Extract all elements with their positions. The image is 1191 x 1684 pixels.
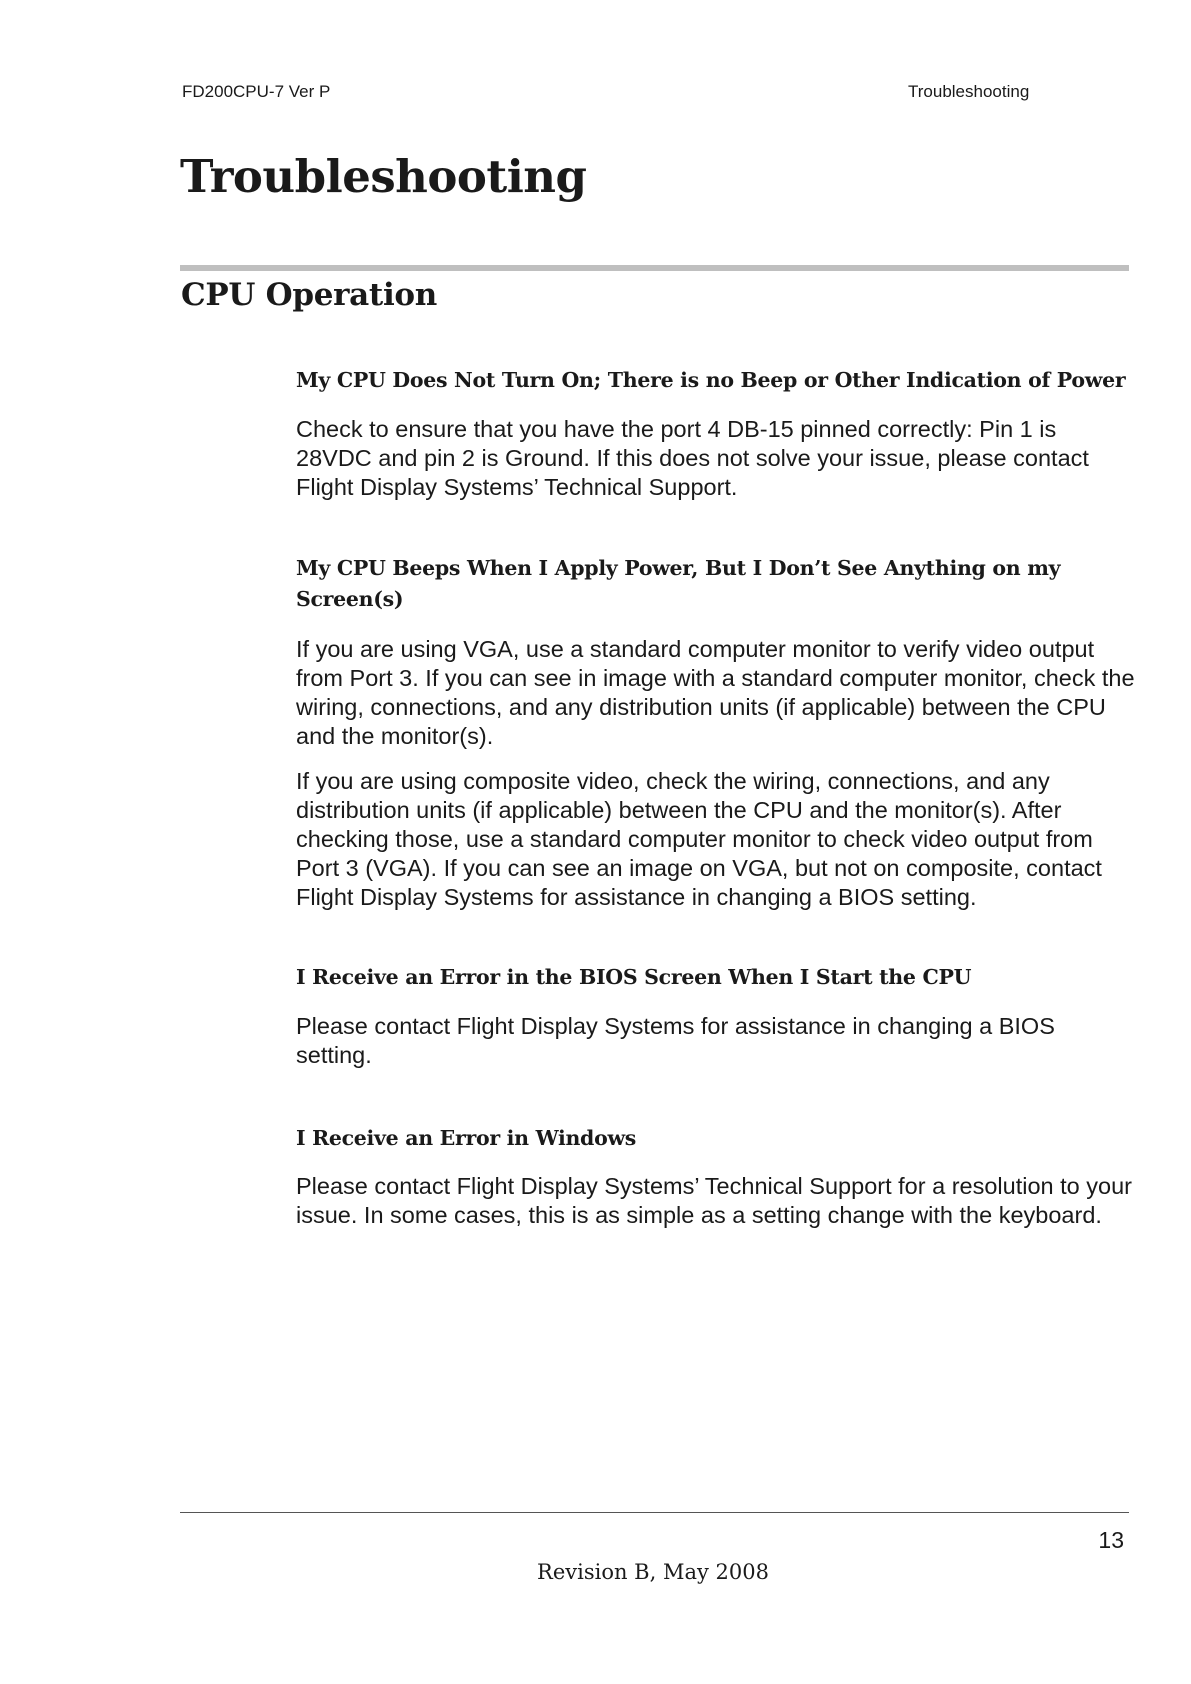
faq-answer: Please contact Flight Display Systems for assistance in changing a BIOS setting. xyxy=(296,1013,1055,1068)
section-title: CPU Operation xyxy=(181,277,438,313)
running-header-section: Troubleshooting xyxy=(908,82,1030,101)
faq-question: I Receive an Error in Windows xyxy=(296,1126,637,1150)
revision-note: Revision B, May 2008 xyxy=(537,1560,769,1584)
faq-answer: If you are using VGA, use a standard computer monitor to verify video output from Port 3. If you can see in image with a standard computer monitor, check the wiring, connections, and any distribution units (if applicable) between the CPU and the monitor(s). xyxy=(296,636,1135,749)
running-header-doc-id: FD200CPU-7 Ver P xyxy=(182,82,331,101)
faq-answer: Check to ensure that you have the port 4 DB-15 pinned correctly: Pin 1 is 28VDC and pin 2 is Ground. If this does not solve your issue, please contact Flight Display Systems’ Technical Support. xyxy=(296,416,1089,500)
faq-question: My CPU Beeps When I Apply Power, But I Don’t See Anything on my Screen(s) xyxy=(296,556,1061,611)
faq-question: My CPU Does Not Turn On; There is no Beep or Other Indication of Power xyxy=(296,368,1126,392)
footer-divider xyxy=(180,1512,1129,1513)
page-number: 13 xyxy=(1098,1527,1124,1553)
faq-question: I Receive an Error in the BIOS Screen When I Start the CPU xyxy=(296,965,972,989)
faq-answer: Please contact Flight Display Systems’ Technical Support for a resolution to your issue. In some cases, this is as simple as a setting change with the keyboard. xyxy=(296,1173,1132,1228)
title-divider xyxy=(180,265,1129,271)
page-title: Troubleshooting xyxy=(180,150,587,203)
faq-answer: If you are using composite video, check the wiring, connections, and any distribution units (if applicable) between the CPU and the monitor(s). After checking those, use a standard computer monitor to check video output from Port 3 (VGA). If you can see an image on VGA, but not on composite, contact Flight Display Systems for assistance in changing a BIOS setting. xyxy=(296,768,1102,910)
